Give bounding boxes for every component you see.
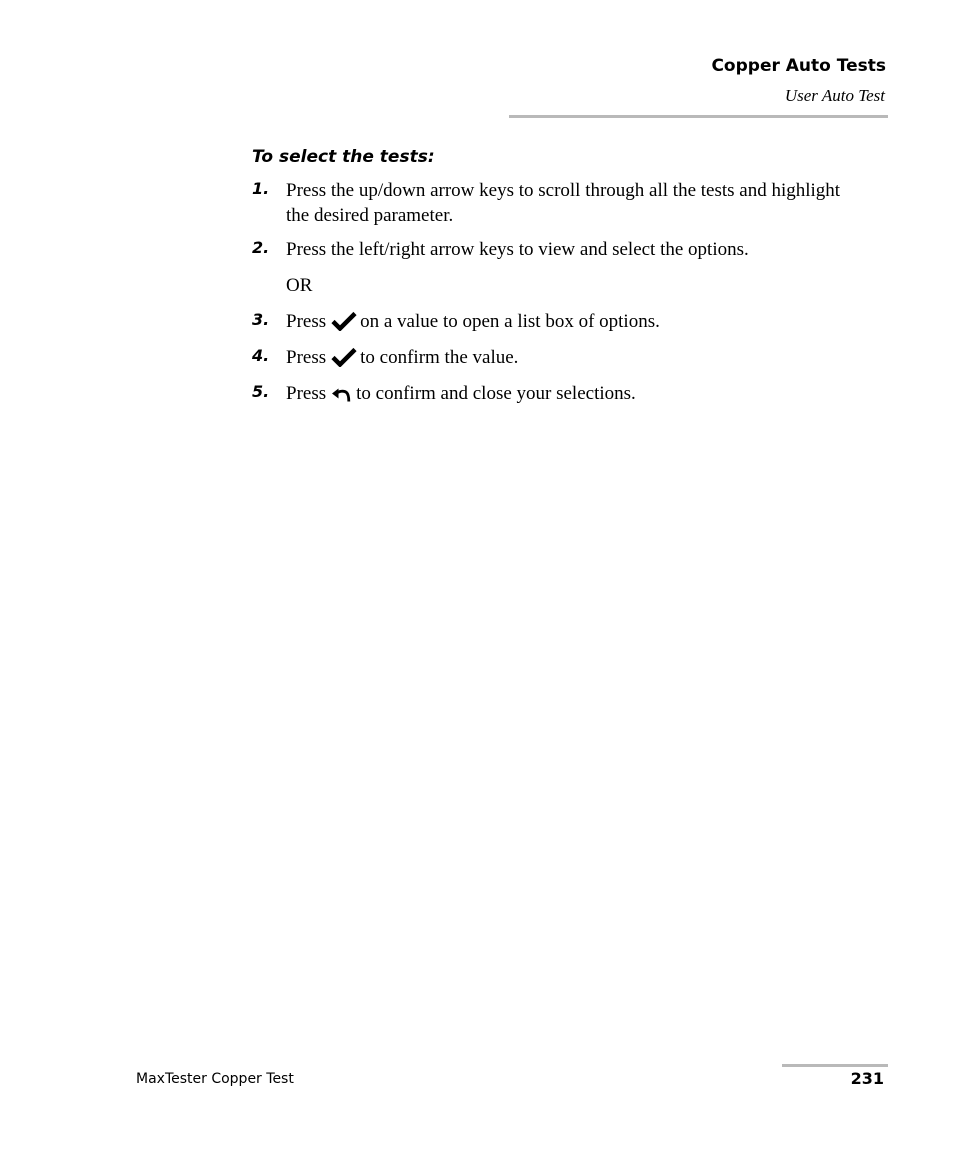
step-text-after: on a value to open a list box of options. xyxy=(360,311,660,332)
step-item xyxy=(252,178,842,228)
step-number: 3. xyxy=(252,310,270,329)
step-number: 5. xyxy=(252,382,270,401)
footer-divider xyxy=(782,1064,888,1067)
step-number: 2. xyxy=(252,238,270,257)
step-item xyxy=(252,309,842,338)
step-text-after: to confirm and close your selections. xyxy=(356,383,636,404)
step-text-before: Press xyxy=(286,383,327,404)
step-text: Press the left/right arrow keys to view and select the options. xyxy=(286,239,749,260)
step-number: 4. xyxy=(252,346,270,365)
step-text xyxy=(286,345,842,374)
step-text-before: Press xyxy=(286,347,327,368)
step-item xyxy=(252,237,842,262)
checkmark-icon xyxy=(331,311,357,338)
step-item xyxy=(252,345,842,374)
section-title: User Auto Test xyxy=(784,86,885,105)
page-number: 231 xyxy=(850,1069,884,1088)
step-text-before: Press xyxy=(286,311,327,332)
step-text xyxy=(286,309,842,338)
chapter-title: Copper Auto Tests xyxy=(711,56,886,76)
step-text xyxy=(286,381,842,410)
return-arrow-icon xyxy=(331,385,353,410)
step-item xyxy=(252,381,842,410)
procedure-heading: To select the tests: xyxy=(252,147,435,167)
header-divider xyxy=(509,115,888,118)
step-text: Press the up/down arrow keys to scroll through all the tests and highlight the desired parameter. xyxy=(286,180,841,226)
or-separator: OR xyxy=(286,275,313,296)
checkmark-icon xyxy=(331,347,357,374)
step-number: 1. xyxy=(252,179,270,198)
step-text-after: to confirm the value. xyxy=(360,347,519,368)
footer-document-title: MaxTester Copper Test xyxy=(136,1071,294,1087)
